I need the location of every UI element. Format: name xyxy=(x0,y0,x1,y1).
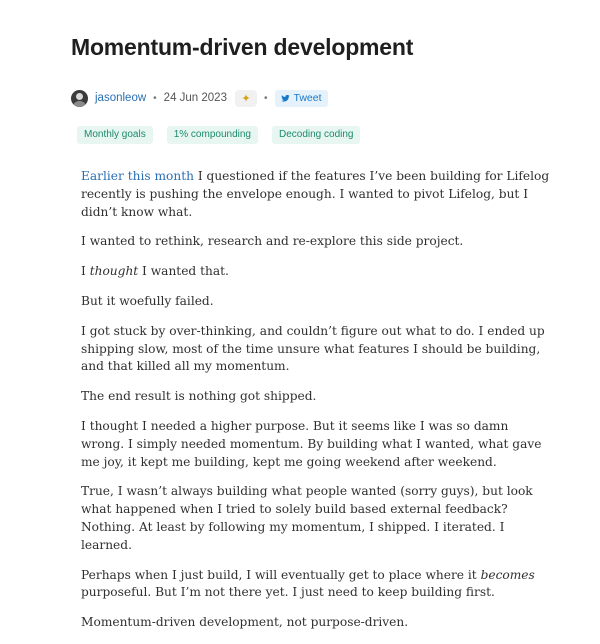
paragraph: True, I wasn’t always building what people wanted (sorry guys), but look what happened when I tried to solely build based external feedback? Nothing. At least by following my momentum, I shipped. I iterated. I learned. xyxy=(81,484,533,552)
earlier-link[interactable]: Earlier this month xyxy=(81,169,194,183)
post-body xyxy=(81,168,551,644)
page-title: Momentum-driven development xyxy=(71,34,414,60)
paragraph: Momentum-driven development, not purpose-driven. xyxy=(81,615,409,630)
tag-decoding-coding[interactable]: Decoding coding xyxy=(272,126,361,144)
paragraph: I thought I needed a higher purpose. But it seems like I was so damn wrong. I simply needed momentum. By building what I wanted, what gave me joy, it kept me building, kept me going weekend after weekend. xyxy=(81,418,542,469)
separator-dot: • xyxy=(263,92,268,104)
tag-list xyxy=(77,126,360,144)
paragraph: But it woefully failed. xyxy=(81,293,214,308)
paragraph: I got stuck by over-thinking, and couldn’t figure out what to do. I ended up shipping slow, most of the time unsure what features I should be building, and that killed all my momentum. xyxy=(81,323,545,374)
paragraph-text: I xyxy=(81,264,90,279)
avatar-body xyxy=(73,101,86,107)
paragraph-text: I wanted that. xyxy=(138,264,229,279)
avatar-head xyxy=(76,93,83,100)
tag-monthly-goals[interactable]: Monthly goals xyxy=(77,126,153,144)
author-link[interactable]: jasonleow xyxy=(95,92,147,104)
paragraph-text: I questioned if the features I’ve been building for Lifelog recently is pushing the envelope enough. I wanted to pivot Lifelog, but I didn’t know what. xyxy=(81,169,550,219)
party-popper-icon[interactable]: ✦ xyxy=(235,90,257,107)
paragraph-text: purposeful. But I’m not there yet. I just need to keep building first. xyxy=(81,585,495,600)
post-date: 24 Jun 2023 xyxy=(163,92,227,104)
separator-dot: • xyxy=(153,92,157,104)
tweet-label: Tweet xyxy=(293,92,322,104)
paragraph: The end result is nothing got shipped. xyxy=(81,389,317,404)
paragraph: I wanted to rethink, research and re-explore this side project. xyxy=(81,234,464,249)
post-meta xyxy=(71,89,328,107)
paragraph xyxy=(81,567,551,603)
twitter-bird-icon xyxy=(281,94,290,103)
paragraph-text: Perhaps when I just build, I will eventually get to place where it xyxy=(81,567,481,582)
emphasis: thought xyxy=(89,264,139,279)
emphasis: becomes xyxy=(480,567,535,582)
paragraph xyxy=(81,168,551,221)
tag-compounding[interactable]: 1% compounding xyxy=(167,126,258,144)
tweet-button[interactable] xyxy=(275,90,328,107)
paragraph xyxy=(81,263,551,281)
avatar[interactable] xyxy=(71,90,88,107)
